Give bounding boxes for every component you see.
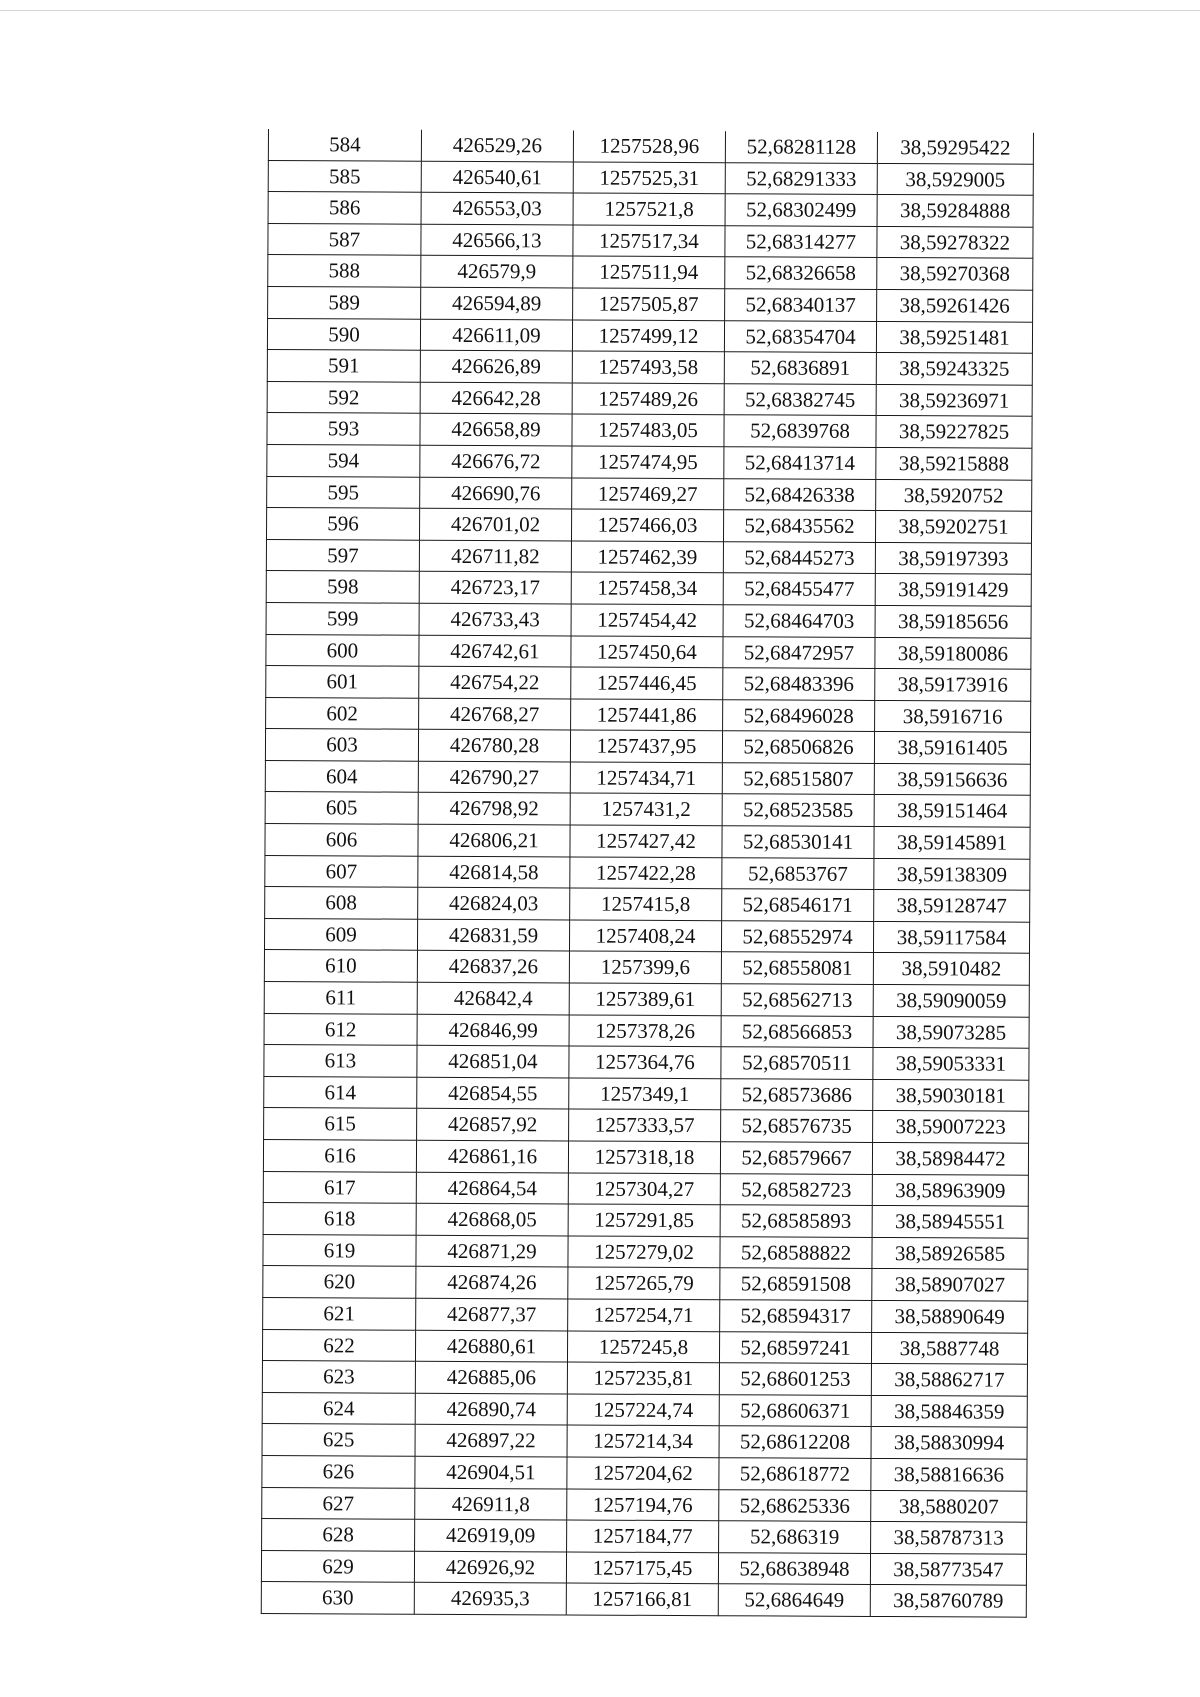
latitude-cell: 52,68455477 [723,573,875,605]
y-coordinate-cell: 1257474,95 [572,446,724,478]
latitude-cell: 52,68314277 [725,226,877,258]
latitude-cell: 52,68506826 [722,731,874,763]
table-row [262,1392,1027,1427]
longitude-cell: 38,59278322 [877,226,1033,258]
x-coordinate-cell: 426768,27 [419,698,571,730]
point-number-cell: 604 [265,760,418,792]
point-number-cell: 622 [262,1329,415,1361]
longitude-cell: 38,59251481 [876,321,1032,353]
longitude-cell: 38,59156636 [874,763,1030,795]
point-number-cell: 593 [267,413,420,445]
latitude-cell: 52,68562713 [721,984,873,1016]
point-number-cell: 606 [265,824,418,856]
table-row [268,255,1033,290]
x-coordinate-cell: 426790,27 [418,761,570,793]
longitude-cell: 38,59145891 [874,827,1030,859]
y-coordinate-cell: 1257489,26 [572,383,724,415]
y-coordinate-cell: 1257469,27 [572,478,724,510]
x-coordinate-cell: 426676,72 [420,445,572,477]
longitude-cell: 38,58773547 [870,1553,1026,1585]
x-coordinate-cell: 426566,13 [421,224,573,256]
longitude-cell: 38,5920752 [876,479,1032,511]
point-number-cell: 616 [263,1139,416,1171]
table-row [263,1203,1028,1238]
latitude-cell: 52,68573686 [721,1079,873,1111]
longitude-cell: 38,59128747 [874,890,1030,922]
latitude-cell: 52,68594317 [720,1300,872,1332]
x-coordinate-cell: 426711,82 [419,540,571,572]
table-row [262,1361,1027,1396]
latitude-cell: 52,68579667 [720,1142,872,1174]
y-coordinate-cell: 1257254,71 [568,1299,720,1331]
y-coordinate-cell: 1257505,87 [573,288,725,320]
longitude-cell: 38,59138309 [874,858,1030,890]
x-coordinate-cell: 426877,37 [416,1298,568,1330]
x-coordinate-cell: 426885,06 [415,1361,567,1393]
table-row [265,760,1030,795]
x-coordinate-cell: 426854,55 [417,1077,569,1109]
table-row [264,982,1029,1017]
y-coordinate-cell: 1257483,05 [572,414,724,446]
x-coordinate-cell: 426733,43 [419,603,571,635]
table-row [266,666,1031,701]
latitude-cell: 52,6836891 [724,352,876,384]
latitude-cell: 52,6839768 [724,415,876,447]
y-coordinate-cell: 1257364,76 [569,1046,721,1078]
point-number-cell: 596 [266,508,419,540]
point-number-cell: 592 [267,381,420,413]
x-coordinate-cell: 426851,04 [417,1045,569,1077]
latitude-cell: 52,68464703 [723,605,875,637]
longitude-cell: 38,59053331 [873,1048,1029,1080]
point-number-cell: 617 [263,1171,416,1203]
longitude-cell: 38,58984472 [872,1142,1028,1174]
longitude-cell: 38,58830994 [871,1427,1027,1459]
longitude-cell: 38,5880207 [871,1490,1027,1522]
latitude-cell: 52,68588822 [720,1237,872,1269]
table-row [265,729,1030,764]
point-number-cell: 605 [265,792,418,824]
table-row [266,571,1031,606]
longitude-cell: 38,59197393 [875,542,1031,574]
longitude-cell: 38,58862717 [871,1364,1027,1396]
table-row [266,508,1031,543]
table-row [266,602,1031,637]
point-number-cell: 589 [268,286,421,318]
latitude-cell: 52,68552974 [721,921,873,953]
y-coordinate-cell: 1257431,2 [570,793,722,825]
point-number-cell: 588 [268,255,421,287]
x-coordinate-cell: 426742,61 [419,635,571,667]
longitude-cell: 38,58760789 [870,1585,1026,1617]
longitude-cell: 38,59161405 [874,732,1030,764]
table-row [265,855,1030,890]
x-coordinate-cell: 426890,74 [415,1393,567,1425]
point-number-cell: 587 [268,223,421,255]
latitude-cell: 52,6853767 [722,857,874,889]
table-row [267,413,1032,448]
point-number-cell: 614 [264,1076,417,1108]
latitude-cell: 52,68382745 [724,383,876,415]
y-coordinate-cell: 1257279,02 [568,1236,720,1268]
latitude-cell: 52,68496028 [723,699,875,731]
y-coordinate-cell: 1257245,8 [567,1331,719,1363]
coordinates-table [261,129,1034,1618]
y-coordinate-cell: 1257517,34 [573,225,725,257]
latitude-cell: 52,68566853 [721,1015,873,1047]
longitude-cell: 38,59191429 [875,574,1031,606]
latitude-cell: 52,68354704 [724,320,876,352]
point-number-cell: 597 [266,539,419,571]
x-coordinate-cell: 426837,26 [417,951,569,983]
x-coordinate-cell: 426846,99 [417,1014,569,1046]
table-row [267,444,1032,479]
longitude-cell: 38,59073285 [873,1016,1029,1048]
x-coordinate-cell: 426594,89 [421,287,573,319]
y-coordinate-cell: 1257446,45 [571,667,723,699]
longitude-cell: 38,58926585 [872,1237,1028,1269]
x-coordinate-cell: 426806,21 [418,824,570,856]
table-row [264,1045,1029,1080]
table-row [264,950,1029,985]
table-row [262,1487,1027,1522]
y-coordinate-cell: 1257399,6 [569,951,721,983]
latitude-cell: 52,68291333 [725,162,877,194]
longitude-cell: 38,58945551 [872,1206,1028,1238]
longitude-cell: 38,59202751 [875,511,1031,543]
x-coordinate-cell: 426626,89 [420,350,572,382]
point-number-cell: 621 [263,1297,416,1329]
longitude-cell: 38,59243325 [876,353,1032,385]
table-row [262,1424,1027,1459]
latitude-cell: 52,68426338 [724,478,876,510]
longitude-cell: 38,58787313 [871,1522,1027,1554]
table-row [261,1582,1026,1617]
latitude-cell: 52,68606371 [719,1394,871,1426]
point-number-cell: 615 [264,1108,417,1140]
x-coordinate-cell: 426857,92 [417,1109,569,1141]
point-number-cell: 602 [266,697,419,729]
y-coordinate-cell: 1257175,45 [566,1552,718,1584]
x-coordinate-cell: 426871,29 [416,1235,568,1267]
latitude-cell: 52,68591508 [720,1268,872,1300]
longitude-cell: 38,58846359 [871,1395,1027,1427]
latitude-cell: 52,68625336 [719,1489,871,1521]
latitude-cell: 52,68570511 [721,1047,873,1079]
longitude-cell: 38,59151464 [874,795,1030,827]
point-number-cell: 628 [262,1519,415,1551]
longitude-cell: 38,5929005 [877,163,1033,195]
point-number-cell: 625 [262,1424,415,1456]
latitude-cell: 52,68601253 [719,1363,871,1395]
y-coordinate-cell: 1257389,61 [569,983,721,1015]
y-coordinate-cell: 1257184,77 [567,1520,719,1552]
latitude-cell: 52,68340137 [725,289,877,321]
x-coordinate-cell: 426864,54 [416,1172,568,1204]
latitude-cell: 52,68585893 [720,1205,872,1237]
table-row [268,129,1033,164]
latitude-cell: 52,68445273 [723,541,875,573]
latitude-cell: 52,68472957 [723,636,875,668]
y-coordinate-cell: 1257427,42 [570,825,722,857]
y-coordinate-cell: 1257450,64 [571,635,723,667]
longitude-cell: 38,59227825 [876,416,1032,448]
y-coordinate-cell: 1257528,96 [573,130,725,162]
point-number-cell: 603 [265,729,418,761]
table-row [263,1234,1028,1269]
x-coordinate-cell: 426880,61 [415,1330,567,1362]
table-row [264,1076,1029,1111]
x-coordinate-cell: 426897,22 [415,1425,567,1457]
longitude-cell: 38,59261426 [877,289,1033,321]
latitude-cell: 52,68597241 [719,1331,871,1363]
point-number-cell: 598 [266,571,419,603]
point-number-cell: 601 [266,666,419,698]
y-coordinate-cell: 1257458,34 [571,572,723,604]
point-number-cell: 591 [267,350,420,382]
table-row [267,350,1032,385]
latitude-cell: 52,68302499 [725,194,877,226]
table-row [264,918,1029,953]
latitude-cell: 52,68483396 [723,668,875,700]
table-row [264,1108,1029,1143]
y-coordinate-cell: 1257521,8 [573,193,725,225]
y-coordinate-cell: 1257235,81 [567,1362,719,1394]
x-coordinate-cell: 426911,8 [415,1488,567,1520]
point-number-cell: 612 [264,1013,417,1045]
longitude-cell: 38,5916716 [875,700,1031,732]
point-number-cell: 600 [266,634,419,666]
table-row [264,1013,1029,1048]
table-row [262,1455,1027,1490]
longitude-cell: 38,59270368 [877,258,1033,290]
y-coordinate-cell: 1257462,39 [571,541,723,573]
y-coordinate-cell: 1257291,85 [568,1204,720,1236]
latitude-cell: 52,68523585 [722,794,874,826]
x-coordinate-cell: 426935,3 [414,1583,566,1615]
point-number-cell: 624 [262,1392,415,1424]
latitude-cell: 52,6864649 [718,1584,870,1616]
x-coordinate-cell: 426690,76 [420,477,572,509]
point-number-cell: 620 [263,1266,416,1298]
longitude-cell: 38,58890649 [872,1300,1028,1332]
longitude-cell: 38,59173916 [875,669,1031,701]
x-coordinate-cell: 426861,16 [416,1140,568,1172]
y-coordinate-cell: 1257441,86 [571,699,723,731]
latitude-cell: 52,68413714 [724,447,876,479]
x-coordinate-cell: 426919,09 [415,1519,567,1551]
y-coordinate-cell: 1257265,79 [568,1267,720,1299]
table-row [262,1519,1027,1554]
point-number-cell: 627 [262,1487,415,1519]
latitude-cell: 52,68558081 [721,952,873,984]
table-row [268,286,1033,321]
longitude-cell: 38,59180086 [875,637,1031,669]
longitude-cell: 38,58816636 [871,1458,1027,1490]
x-coordinate-cell: 426540,61 [421,161,573,193]
point-number-cell: 630 [261,1582,414,1614]
y-coordinate-cell: 1257214,34 [567,1425,719,1457]
point-number-cell: 607 [265,855,418,887]
latitude-cell: 52,68612208 [719,1426,871,1458]
y-coordinate-cell: 1257511,94 [573,256,725,288]
y-coordinate-cell: 1257349,1 [569,1078,721,1110]
y-coordinate-cell: 1257408,24 [569,920,721,952]
point-number-cell: 585 [268,160,421,192]
y-coordinate-cell: 1257437,95 [570,730,722,762]
longitude-cell: 38,5887748 [871,1332,1027,1364]
latitude-cell: 52,686319 [719,1521,871,1553]
x-coordinate-cell: 426780,28 [418,730,570,762]
y-coordinate-cell: 1257194,76 [567,1489,719,1521]
x-coordinate-cell: 426642,28 [420,382,572,414]
table-row [261,1550,1026,1585]
latitude-cell: 52,68281128 [725,131,877,163]
x-coordinate-cell: 426579,9 [421,256,573,288]
point-number-cell: 590 [267,318,420,350]
table-row [263,1139,1028,1174]
table-row [263,1266,1028,1301]
y-coordinate-cell: 1257499,12 [572,320,724,352]
y-coordinate-cell: 1257224,74 [567,1394,719,1426]
y-coordinate-cell: 1257304,27 [568,1173,720,1205]
table-row [263,1171,1028,1206]
point-number-cell: 619 [263,1234,416,1266]
y-coordinate-cell: 1257318,18 [568,1141,720,1173]
longitude-cell: 38,59295422 [877,132,1033,164]
table-row [266,697,1031,732]
point-number-cell: 626 [262,1455,415,1487]
point-number-cell: 629 [261,1550,414,1582]
table-row [266,539,1031,574]
table-row [265,887,1030,922]
x-coordinate-cell: 426723,17 [419,572,571,604]
latitude-cell: 52,68546171 [722,889,874,921]
table-row [268,192,1033,227]
point-number-cell: 586 [268,192,421,224]
longitude-cell: 38,59090059 [873,984,1029,1016]
point-number-cell: 611 [264,982,417,1014]
latitude-cell: 52,68530141 [722,826,874,858]
longitude-cell: 38,59215888 [876,447,1032,479]
point-number-cell: 610 [264,950,417,982]
longitude-cell: 38,59007223 [873,1111,1029,1143]
x-coordinate-cell: 426611,09 [420,319,572,351]
point-number-cell: 609 [264,918,417,950]
y-coordinate-cell: 1257378,26 [569,1015,721,1047]
point-number-cell: 599 [266,602,419,634]
table-row [265,792,1030,827]
table-row [265,824,1030,859]
y-coordinate-cell: 1257166,81 [566,1583,718,1615]
latitude-cell: 52,68618772 [719,1458,871,1490]
x-coordinate-cell: 426798,92 [418,793,570,825]
x-coordinate-cell: 426553,03 [421,192,573,224]
point-number-cell: 595 [267,476,420,508]
coordinates-table-body [261,129,1033,1617]
x-coordinate-cell: 426904,51 [415,1456,567,1488]
latitude-cell: 52,68576735 [721,1110,873,1142]
latitude-cell: 52,68638948 [718,1552,870,1584]
x-coordinate-cell: 426814,58 [418,856,570,888]
y-coordinate-cell: 1257204,62 [567,1457,719,1489]
latitude-cell: 52,68435562 [723,510,875,542]
point-number-cell: 623 [262,1361,415,1393]
x-coordinate-cell: 426529,26 [421,130,573,162]
y-coordinate-cell: 1257466,03 [571,509,723,541]
x-coordinate-cell: 426754,22 [419,666,571,698]
longitude-cell: 38,59236971 [876,384,1032,416]
table-row [267,318,1032,353]
table-row [268,160,1033,195]
point-number-cell: 594 [267,444,420,476]
x-coordinate-cell: 426926,92 [414,1551,566,1583]
point-number-cell: 584 [268,129,421,161]
x-coordinate-cell: 426874,26 [416,1267,568,1299]
longitude-cell: 38,58963909 [872,1174,1028,1206]
y-coordinate-cell: 1257454,42 [571,604,723,636]
table-row [262,1329,1027,1364]
point-number-cell: 608 [265,887,418,919]
latitude-cell: 52,68582723 [720,1173,872,1205]
x-coordinate-cell: 426658,89 [420,414,572,446]
longitude-cell: 38,58907027 [872,1269,1028,1301]
longitude-cell: 38,59284888 [877,195,1033,227]
y-coordinate-cell: 1257422,28 [570,857,722,889]
table-row [267,476,1032,511]
y-coordinate-cell: 1257434,71 [570,762,722,794]
table-row [266,634,1031,669]
y-coordinate-cell: 1257415,8 [570,888,722,920]
table-row [267,381,1032,416]
scan-edge-line [0,10,1200,11]
x-coordinate-cell: 426824,03 [418,887,570,919]
table-row [268,223,1033,258]
table-row [263,1297,1028,1332]
y-coordinate-cell: 1257493,58 [572,351,724,383]
y-coordinate-cell: 1257333,57 [569,1109,721,1141]
longitude-cell: 38,59117584 [873,921,1029,953]
point-number-cell: 618 [263,1203,416,1235]
x-coordinate-cell: 426831,59 [417,919,569,951]
x-coordinate-cell: 426868,05 [416,1203,568,1235]
latitude-cell: 52,68326658 [725,257,877,289]
longitude-cell: 38,5910482 [873,953,1029,985]
y-coordinate-cell: 1257525,31 [573,162,725,194]
point-number-cell: 613 [264,1045,417,1077]
x-coordinate-cell: 426842,4 [417,982,569,1014]
latitude-cell: 52,68515807 [722,763,874,795]
longitude-cell: 38,59185656 [875,605,1031,637]
longitude-cell: 38,59030181 [873,1079,1029,1111]
x-coordinate-cell: 426701,02 [419,508,571,540]
